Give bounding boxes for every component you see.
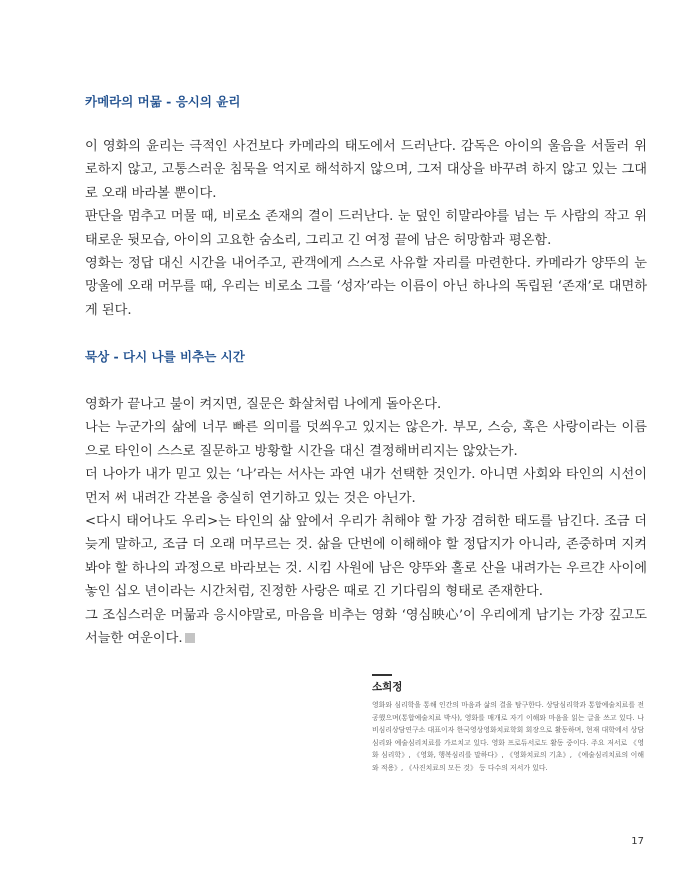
- section-heading-meditation: 묵상 - 다시 나를 비추는 시간: [85, 349, 245, 364]
- author-bio: [372, 674, 644, 775]
- bio-divider: [372, 674, 392, 676]
- paragraph: 영화는 정답 대신 시간을 내어주고, 관객에게 스스로 사유할 자리를 마련한다. 카메라가 양뚜의 눈망울에 오래 머무를 때, 우리는 비로소 그를 ‘성자’라는 이름이 아닌 하나의 독립된 ‘존재’로 대면하게 된다.: [85, 256, 647, 318]
- section-body-camera-ethics: [85, 135, 647, 322]
- paragraph: 나는 누군가의 삶에 너무 빠른 의미를 덧씌우고 있지는 않은가. 부모, 스승, 혹은 사랑이라는 이름으로 타인이 스스로 질문하고 방황할 시간을 대신 결정해버리지는 않았는가.: [85, 420, 647, 459]
- section-body-meditation: [85, 393, 647, 650]
- author-name: 소희정: [372, 681, 403, 693]
- paragraph: <다시 태어나도 우리>는 타인의 삶 앞에서 우리가 취해야 할 가장 겸허한 태도를 남긴다. 조금 더 늦게 말하고, 조금 더 오래 머무르는 것. 삶을 단번에 이해해야 할 정답지가 아니라, 존중하며 지켜봐야 할 하나의 과정으로 바라보는 것. 시킴 사원에 남은 양뚜와 홀로 산을 내려가는 우르갼 사이에 놓인 십오 년이라는 시간처럼, 진정한 사랑은 때로 긴 기다림의 형태로 존재한다.: [85, 514, 647, 600]
- author-bio-text: 영화와 심리학을 통해 인간의 마음과 삶의 결을 탐구한다. 상담심리학과 통합예술치료를 전공했으며(통합예술치료 박사), 영화를 매개로 자기 이해와 마음을 읽는 글을 쓰고 있다. 나비심리상담연구소 대표이자 한국영상영화치료학회 회장으로 활동하며, 현재 대학에서 상담심리와 예술심리치료를 가르치고 있다. 영화 프로듀서로도 활동 중이다. 주요 저서로 《영화 심리학》, 《영화, 행복심리를 말하다》, 《영화치료의 기초》, 《예술심리치료의 이해와 적용》, 《사진치료의 모든 것》 등 다수의 저서가 있다.: [372, 701, 644, 772]
- paragraph: 이 영화의 윤리는 극적인 사건보다 카메라의 태도에서 드러난다. 감독은 아이의 울음을 서둘러 위로하지 않고, 고통스러운 침묵을 억지로 해석하지 않으며, 그저 대상을 바꾸려 하지 않고 있는 그대로 오래 바라볼 뿐이다.: [85, 139, 647, 201]
- paragraph: 영화가 끝나고 불이 켜지면, 질문은 화살처럼 나에게 돌아온다.: [85, 397, 442, 412]
- paragraph: 판단을 멈추고 머물 때, 비로소 존재의 결이 드러난다. 눈 덮인 히말라야를 넘는 두 사람의 작고 위태로운 뒷모습, 아이의 고요한 숨소리, 그리고 긴 여정 끝에 남은 허망함과 평온함.: [85, 209, 647, 248]
- final-sentence: 그 조심스러운 머묾과 응시야말로, 마음을 비추는 영화 ‘영심映心’이 우리에게 남기는 가장 깊고도 서늘한 여운이다.: [85, 607, 647, 647]
- paragraph: 더 나아가 내가 믿고 있는 ‘나’라는 서사는 과연 내가 선택한 것인가. 아니면 사회와 타인의 시선이 먼저 써 내려간 각본을 충실히 연기하고 있는 것은 아닌가.: [85, 467, 647, 506]
- paragraph-final: [85, 604, 647, 651]
- page-number: 17: [631, 836, 644, 847]
- end-mark-icon: [185, 633, 195, 643]
- section-heading-camera-ethics: 카메라의 머묾 - 응시의 윤리: [85, 94, 241, 109]
